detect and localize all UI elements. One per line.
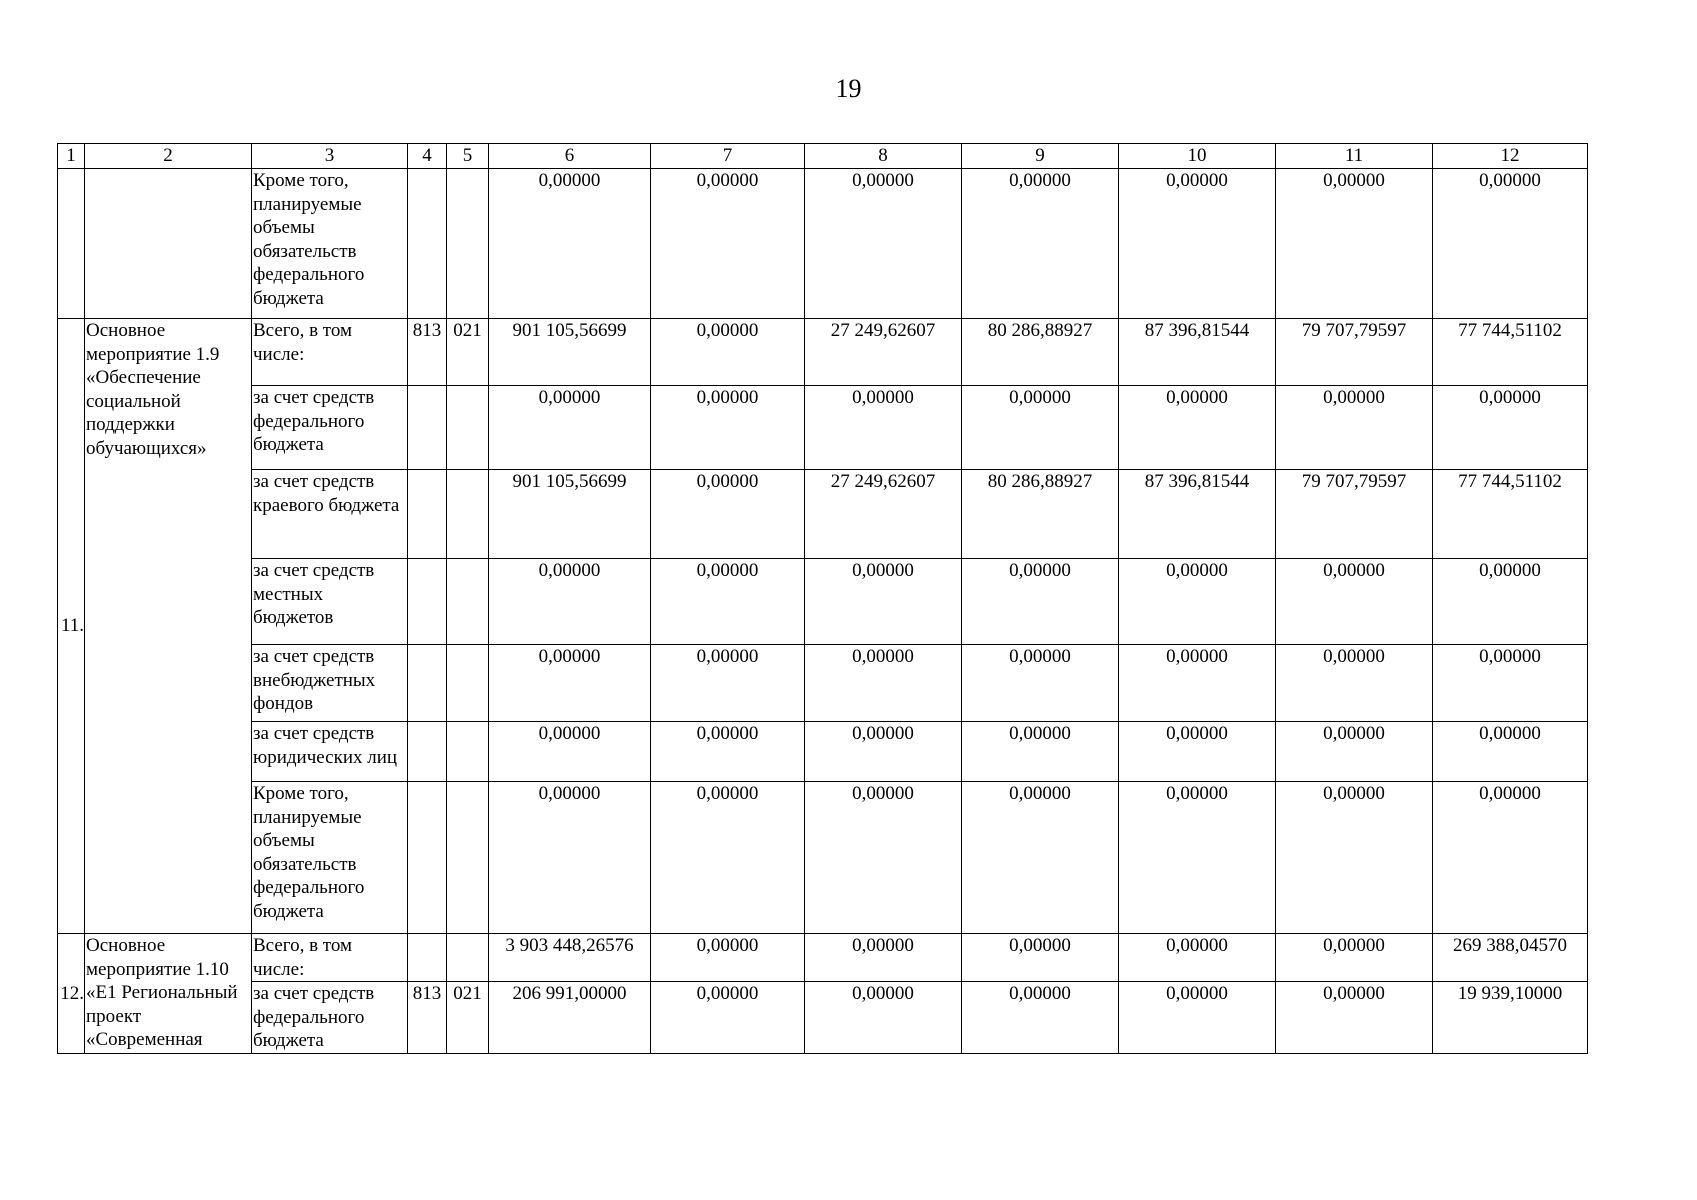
event-name: Основное мероприятие 1.10 «Е1 Региональный проект «Современная (85, 934, 252, 1054)
column-header: 7 (651, 144, 805, 169)
value-cell: 0,00000 (805, 645, 962, 722)
value-cell: 0,00000 (962, 386, 1119, 470)
value-cell: 0,00000 (962, 645, 1119, 722)
value-cell: 0,00000 (1433, 559, 1588, 645)
code-cell (408, 169, 447, 319)
source-cell: за счет средств федерального бюджета (252, 386, 408, 470)
value-cell: 0,00000 (1433, 169, 1588, 319)
value-cell: 0,00000 (962, 782, 1119, 934)
source-cell: за счет средств местных бюджетов (252, 559, 408, 645)
column-header: 11 (1276, 144, 1433, 169)
value-cell: 79 707,79597 (1276, 319, 1433, 386)
row-number: 11. (58, 319, 85, 934)
value-cell: 0,00000 (962, 982, 1119, 1054)
code-cell (447, 386, 489, 470)
code-cell: 021 (447, 982, 489, 1054)
value-cell: 0,00000 (962, 934, 1119, 982)
code-cell (408, 386, 447, 470)
value-cell: 3 903 448,26576 (489, 934, 651, 982)
source-cell: Кроме того, планируемые объемы обязательств федерального бюджета (252, 782, 408, 934)
value-cell: 0,00000 (489, 559, 651, 645)
value-cell: 901 105,56699 (489, 470, 651, 559)
value-cell: 0,00000 (1119, 386, 1276, 470)
value-cell: 0,00000 (651, 470, 805, 559)
code-cell: 813 (408, 319, 447, 386)
column-header: 1 (58, 144, 85, 169)
value-cell: 0,00000 (805, 169, 962, 319)
value-cell: 0,00000 (489, 722, 651, 782)
value-cell: 0,00000 (1433, 782, 1588, 934)
value-cell: 0,00000 (489, 169, 651, 319)
value-cell: 0,00000 (962, 722, 1119, 782)
value-cell: 0,00000 (1119, 645, 1276, 722)
value-cell: 19 939,10000 (1433, 982, 1588, 1054)
code-cell: 813 (408, 982, 447, 1054)
value-cell: 0,00000 (651, 386, 805, 470)
code-cell (408, 645, 447, 722)
value-cell: 0,00000 (962, 169, 1119, 319)
column-header: 5 (447, 144, 489, 169)
code-cell (408, 934, 447, 982)
value-cell: 0,00000 (1433, 386, 1588, 470)
value-cell: 269 388,04570 (1433, 934, 1588, 982)
table-row (58, 982, 1588, 1054)
column-header: 12 (1433, 144, 1588, 169)
value-cell: 0,00000 (651, 169, 805, 319)
code-cell (447, 169, 489, 319)
column-header: 10 (1119, 144, 1276, 169)
value-cell: 0,00000 (805, 982, 962, 1054)
value-cell: 0,00000 (805, 722, 962, 782)
column-header: 3 (252, 144, 408, 169)
source-cell: за счет средств краевого бюджета (252, 470, 408, 559)
source-cell: Кроме того, планируемые объемы обязательств федерального бюджета (252, 169, 408, 319)
value-cell: 0,00000 (805, 559, 962, 645)
value-cell: 27 249,62607 (805, 470, 962, 559)
value-cell: 0,00000 (805, 934, 962, 982)
value-cell: 77 744,51102 (1433, 470, 1588, 559)
code-cell (408, 470, 447, 559)
number-cell (58, 169, 85, 319)
value-cell: 0,00000 (651, 934, 805, 982)
value-cell: 0,00000 (1276, 559, 1433, 645)
event-name: Основное мероприятие 1.9 «Обеспечение социальной поддержки обучающихся» (85, 319, 252, 934)
value-cell: 0,00000 (1433, 645, 1588, 722)
value-cell: 0,00000 (651, 982, 805, 1054)
column-header: 9 (962, 144, 1119, 169)
table-row (58, 319, 1588, 386)
column-header: 2 (85, 144, 252, 169)
source-cell: Всего, в том числе: (252, 319, 408, 386)
value-cell: 0,00000 (805, 782, 962, 934)
code-cell (408, 722, 447, 782)
value-cell: 206 991,00000 (489, 982, 651, 1054)
table-row (58, 934, 1588, 982)
code-cell (447, 470, 489, 559)
value-cell: 0,00000 (651, 319, 805, 386)
column-header: 4 (408, 144, 447, 169)
column-header: 6 (489, 144, 651, 169)
value-cell: 0,00000 (651, 782, 805, 934)
value-cell: 0,00000 (1119, 722, 1276, 782)
value-cell: 0,00000 (1276, 982, 1433, 1054)
value-cell: 0,00000 (1276, 645, 1433, 722)
value-cell: 0,00000 (489, 386, 651, 470)
code-cell (408, 559, 447, 645)
code-cell (447, 934, 489, 982)
value-cell: 0,00000 (651, 645, 805, 722)
value-cell: 87 396,81544 (1119, 319, 1276, 386)
value-cell: 0,00000 (651, 559, 805, 645)
table-row (58, 559, 1588, 645)
table-row (58, 386, 1588, 470)
source-cell: за счет средств федерального бюджета (252, 982, 408, 1054)
value-cell: 80 286,88927 (962, 470, 1119, 559)
value-cell: 0,00000 (1276, 722, 1433, 782)
value-cell: 0,00000 (805, 386, 962, 470)
value-cell: 80 286,88927 (962, 319, 1119, 386)
code-cell (447, 645, 489, 722)
code-cell: 021 (447, 319, 489, 386)
code-cell (447, 722, 489, 782)
budget-table (57, 143, 1588, 1054)
source-cell: Всего, в том числе: (252, 934, 408, 982)
value-cell: 79 707,79597 (1276, 470, 1433, 559)
value-cell: 27 249,62607 (805, 319, 962, 386)
value-cell: 77 744,51102 (1433, 319, 1588, 386)
value-cell: 0,00000 (651, 722, 805, 782)
value-cell: 0,00000 (962, 559, 1119, 645)
value-cell: 901 105,56699 (489, 319, 651, 386)
value-cell: 0,00000 (1276, 386, 1433, 470)
event-name-cell (85, 169, 252, 319)
code-cell (408, 782, 447, 934)
value-cell: 0,00000 (1276, 782, 1433, 934)
table-header-row (58, 144, 1588, 169)
code-cell (447, 782, 489, 934)
value-cell: 0,00000 (1119, 982, 1276, 1054)
source-cell: за счет средств внебюджетных фондов (252, 645, 408, 722)
value-cell: 0,00000 (489, 782, 651, 934)
value-cell: 0,00000 (1119, 169, 1276, 319)
value-cell: 0,00000 (1276, 934, 1433, 982)
value-cell: 0,00000 (1119, 559, 1276, 645)
code-cell (447, 559, 489, 645)
column-header: 8 (805, 144, 962, 169)
table-row (58, 470, 1588, 559)
table-row (58, 169, 1588, 319)
value-cell: 0,00000 (1433, 722, 1588, 782)
table-row (58, 645, 1588, 722)
table-row (58, 722, 1588, 782)
value-cell: 87 396,81544 (1119, 470, 1276, 559)
row-number: 12. (58, 934, 85, 1054)
value-cell: 0,00000 (489, 645, 651, 722)
value-cell: 0,00000 (1119, 782, 1276, 934)
source-cell: за счет средств юридических лиц (252, 722, 408, 782)
value-cell: 0,00000 (1119, 934, 1276, 982)
value-cell: 0,00000 (1276, 169, 1433, 319)
table-row (58, 782, 1588, 934)
page-number: 19 (835, 74, 862, 103)
